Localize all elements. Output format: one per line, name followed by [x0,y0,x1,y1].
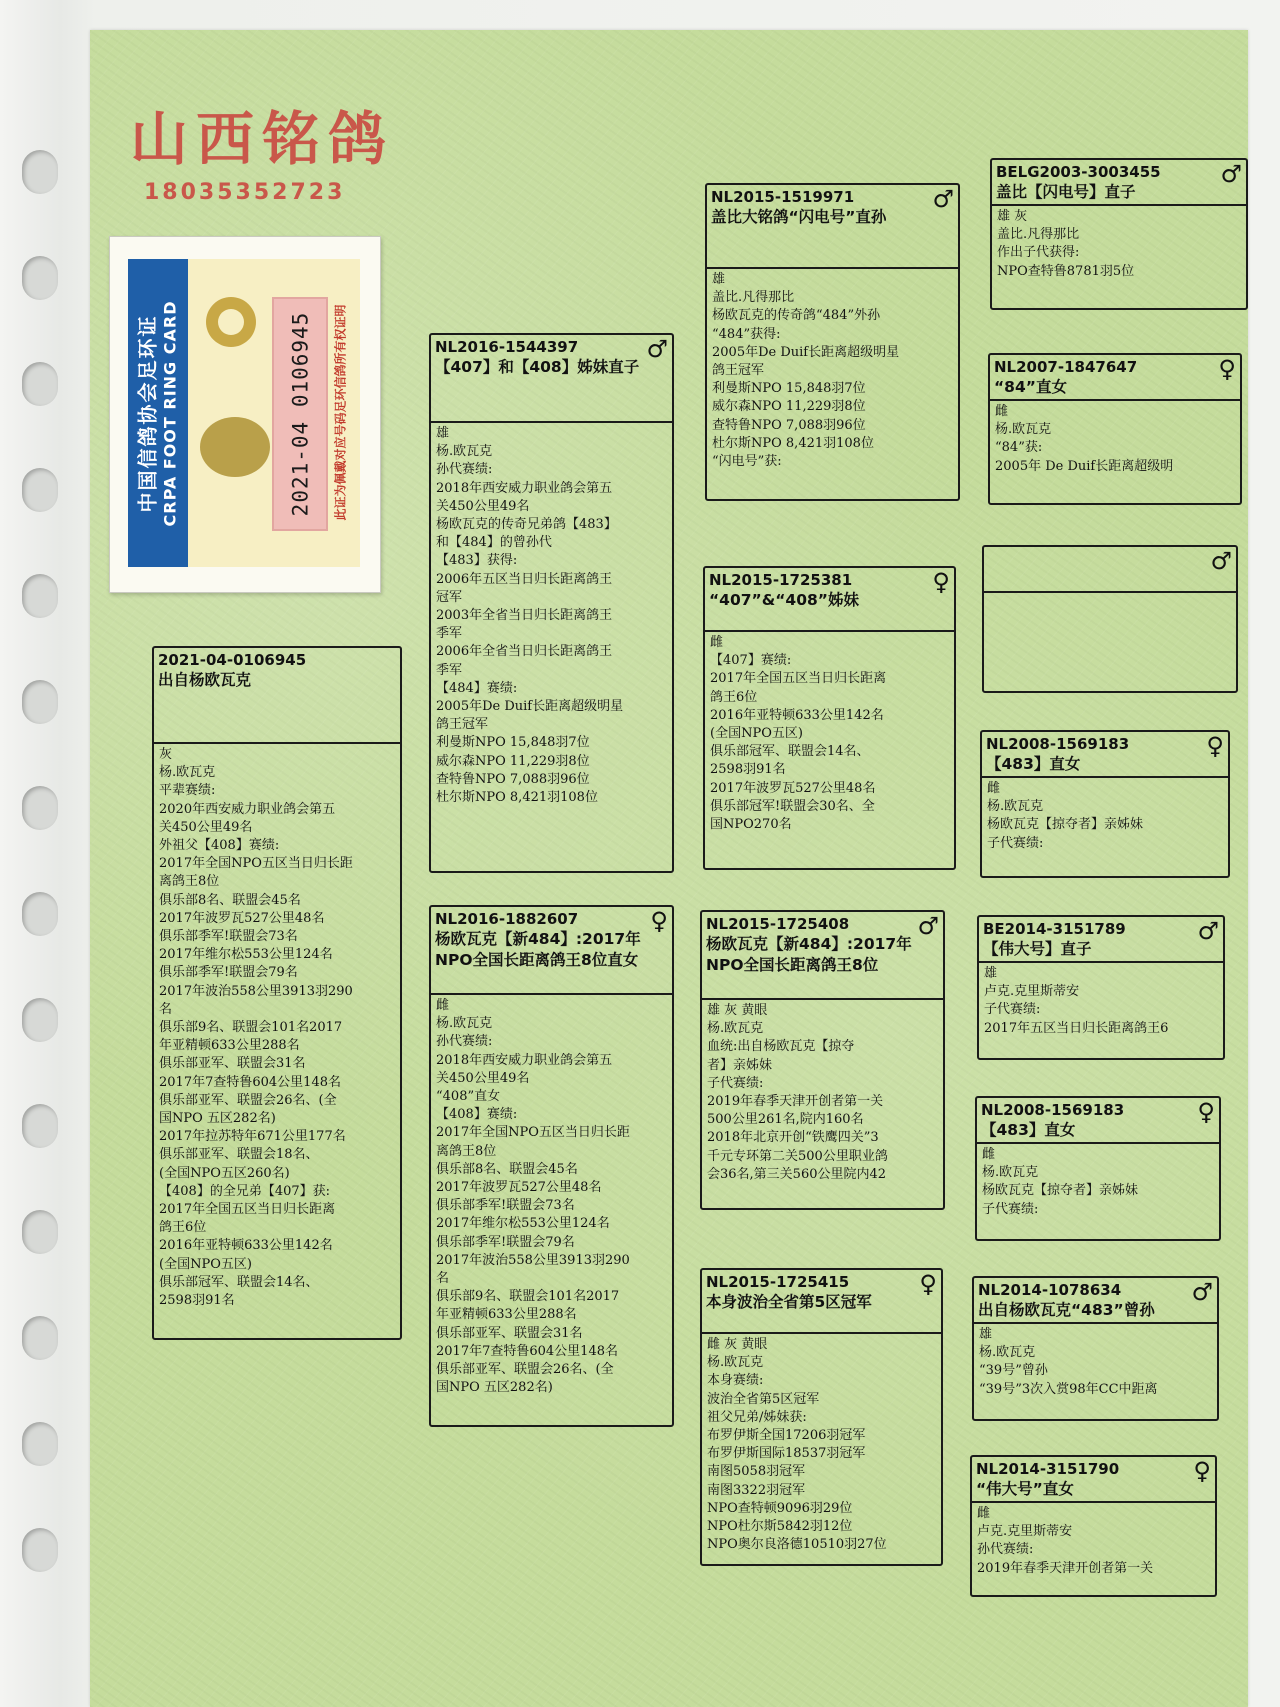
detail-line: 杨.欧瓦克 [707,1021,764,1037]
detail-line: 查特鲁NPO 7,088羽96位 [712,417,866,433]
detail-line: NPO奥尔良洛德10510羽27位 [707,1537,887,1553]
detail-line: 波治全省第5区冠军 [707,1391,820,1407]
pedigree-box-dam [429,905,674,1427]
pedigree-box-sss [990,158,1248,310]
sex-icon: ♀ [919,1270,937,1298]
detail-line: 2006年五区当日归长距离鸽王 [436,571,613,587]
detail-line: 2005年 De Duif长距离超级明 [995,458,1174,474]
detail-line: 鸽王6位 [159,1220,207,1236]
brand-name: 山西铭鸽 [130,105,395,173]
box-details [979,963,1223,1040]
detail-line: 利曼斯NPO 15,848羽7位 [712,381,866,397]
binder-holes [22,150,62,1630]
detail-line: 杜尔斯NPO 8,421羽108位 [712,435,874,451]
detail-line: 名 [159,1001,173,1017]
detail-line: 南图3322羽冠军 [707,1482,806,1498]
detail-line: 2005年De Duif长距离超级明星 [436,699,624,715]
detail-line: 关450公里49名 [436,498,530,514]
ring-number: NL2016-1544397 [435,338,579,356]
detail-line: NPO查特鲁8781羽5位 [997,263,1135,279]
box-header [702,912,943,1000]
detail-line: 2017年五区当日归长距离鸽王6 [984,1020,1169,1036]
detail-line: “闪电号”获: [712,454,782,470]
phone-number: 18035352723 [144,180,346,205]
detail-line: 南图5058羽冠军 [707,1464,806,1480]
binder-hole [22,574,58,618]
detail-line: 作出子代获得: [997,245,1080,261]
sex-icon: ♀ [1197,1098,1215,1126]
detail-line: 卢克.克里斯蒂安 [977,1524,1073,1540]
box-header [974,1278,1217,1324]
detail-line: 雌 [987,781,1001,796]
ring-number: NL2007-1847647 [994,358,1138,376]
detail-line: 2017年波罗瓦527公里48名 [710,780,876,796]
bird-title: “84”直女 [994,378,1067,396]
pedigree-box-dss [977,915,1225,1060]
detail-line: 俱乐部冠军!联盟会30名、全 [710,798,875,814]
detail-line: 子代赛绩: [982,1201,1039,1217]
sex-icon: ♂ [1210,547,1232,575]
detail-line: 【408】的全兄弟【407】获: [159,1183,331,1199]
detail-line: 杨欧瓦克的传奇鸽“484”外孙 [712,308,881,324]
detail-line: 者】亲姊妹 [707,1057,773,1073]
detail-line: 卢克.克里斯蒂安 [984,984,1080,1000]
pedigree-box-sds [982,545,1238,693]
ring-number: NL2015-1519971 [711,188,855,206]
detail-line: 俱乐部冠军、联盟会14名、 [710,744,870,760]
sex-icon: ♂ [932,185,954,213]
detail-line: 2017年维尔松553公里124名 [159,947,333,963]
detail-line: 雄 [712,272,726,287]
detail-line: 外祖父【408】赛绩: [159,838,280,854]
ring-number: NL2015-1725415 [706,1273,850,1291]
detail-line: NPO查特顿9096羽29位 [707,1500,853,1516]
bird-title: “伟大号”直女 [976,1480,1074,1498]
detail-line: 俱乐部亚军、联盟会26名、(全 [159,1092,337,1108]
sex-icon: ♂ [1220,160,1242,188]
detail-line: 本身赛绩: [707,1373,764,1389]
detail-line: 布罗伊斯国际18537羽冠军 [707,1446,866,1462]
bird-title: “407”&“408”姊妹 [709,591,859,609]
bird-title: 杨欧瓦克【新484】:2017年NPO全国长距离鸽王8位直女 [435,930,641,969]
bird-title: 盖比【闪电号】直子 [996,183,1136,201]
box-details [705,632,954,836]
globe-pigeon-icon [200,417,270,477]
bird-title: 出自杨欧瓦克 [158,671,252,689]
box-header [707,185,958,269]
detail-line: 500公里261名,院内160名 [707,1112,864,1128]
box-header [154,648,400,744]
box-header [990,355,1240,401]
bird-title: 出自杨欧瓦克“483”曾孙 [978,1301,1155,1319]
box-header [431,335,672,423]
detail-line: 俱乐部季军!联盟会73名 [436,1198,575,1214]
box-header [702,1270,941,1334]
sex-icon: ♂ [1197,917,1219,945]
detail-line: 2017年波治558公里3913羽290 [436,1252,630,1268]
sex-icon: ♂ [1191,1278,1213,1306]
ring-number: BE2014-3151789 [983,920,1126,938]
detail-line: 雌 [982,1147,996,1162]
detail-line: 俱乐部冠军、联盟会14名、 [159,1274,319,1290]
detail-line: 离鸽王8位 [159,874,220,890]
ring-card-org-cn: 中国信鸽协会足环证 [135,314,160,513]
sex-icon: ♀ [1193,1457,1211,1485]
pedigree-box-dam-dam [700,1268,943,1566]
ring-card-note: 此证为佩戴对应号码足环信鸽所有权证明 [333,303,348,521]
ring-number: NL2014-3151790 [976,1460,1120,1478]
binder-hole [22,362,58,406]
detail-line: 【483】获得: [436,553,518,569]
bird-title: 【483】直女 [986,755,1081,773]
detail-line: 国NPO 五区282名) [159,1111,276,1127]
detail-line: 俱乐部亚军、联盟会31名 [159,1056,306,1072]
detail-line: 2016年亚特顿633公里142名 [710,707,884,723]
detail-line: 2018年西安威力职业鸽会第五 [436,480,613,496]
detail-line: “39号”3次入赏98年CC中距离 [979,1381,1158,1397]
sex-icon: ♀ [932,568,950,596]
detail-line: NPO杜尔斯5842羽12位 [707,1519,853,1535]
detail-line: 季军 [436,662,463,678]
ring-card-title-band [128,259,188,567]
bird-title: 【483】直女 [981,1121,1076,1139]
detail-line: 国NPO 五区282名) [436,1380,553,1396]
detail-line: 俱乐部8名、联盟会45名 [159,892,301,908]
detail-line: 利曼斯NPO 15,848羽7位 [436,735,590,751]
detail-line: 威尔森NPO 11,229羽8位 [712,399,866,415]
pedigree-box-subject [152,646,402,1340]
box-header [992,160,1246,206]
binder-hole [22,468,58,512]
detail-line: 年亚精顿633公里288名 [436,1307,577,1323]
box-header [984,547,1236,593]
detail-line: (全国NPO五区) [710,726,803,742]
box-header [705,568,954,632]
detail-line: 杨.欧瓦克 [436,1016,493,1032]
detail-line: 年亚精顿633公里288名 [159,1038,300,1054]
detail-line: 祖父兄弟/姊妹获: [707,1409,807,1425]
detail-line: 俱乐部亚军、联盟会26名、(全 [436,1362,614,1378]
detail-line: 2598羽91名 [710,762,786,778]
detail-line: 关450公里49名 [436,1070,530,1086]
detail-line: 2017年全国五区当日归长距离 [159,1202,336,1218]
detail-line: 盖比.凡得那比 [997,227,1080,243]
detail-line: 俱乐部8名、联盟会45名 [436,1161,578,1177]
detail-line: 2017年7查特鲁604公里148名 [436,1343,618,1359]
detail-line: 俱乐部亚军、联盟会31名 [436,1325,583,1341]
detail-line: 2006年全省当日归长距离鸽王 [436,644,613,660]
detail-line: 平辈赛绩: [159,783,216,799]
detail-line: 千元专环第二关500公里职业鸽 [707,1148,888,1164]
detail-line: 2017年全国NPO五区当日归长距 [159,856,353,872]
detail-line: 名 [436,1271,450,1287]
box-details [982,778,1228,855]
bird-title: 【407】和【408】姊妹直子 [435,358,640,376]
detail-line: 2005年De Duif长距离超级明星 [712,344,900,360]
detail-line: 雄 灰 [997,209,1028,224]
detail-line: 【407】赛绩: [710,653,792,669]
detail-line: 杨.欧瓦克 [159,765,216,781]
ring-number: NL2015-1725408 [706,915,850,933]
detail-line: 2598羽91名 [159,1293,235,1309]
crpa-logo-icon [206,297,256,347]
binder-hole [22,1422,58,1466]
sex-icon: ♀ [1206,732,1224,760]
sex-icon: ♂ [646,335,668,363]
ring-card [109,236,381,593]
box-details [972,1503,1215,1580]
pedigree-box-ddd [970,1455,1217,1597]
box-details [702,1000,943,1186]
box-details [707,269,958,473]
detail-line: 杜尔斯NPO 8,421羽108位 [436,790,598,806]
detail-line: 季军 [436,626,463,642]
detail-line: 杨.欧瓦克 [995,422,1052,438]
detail-line: 【408】赛绩: [436,1107,518,1123]
detail-line: 离鸽王8位 [436,1143,497,1159]
binder-hole [22,1210,58,1254]
binder-hole [22,1528,58,1572]
detail-line: 冠军 [436,589,463,605]
detail-line: 查特鲁NPO 7,088羽96位 [436,771,590,787]
detail-line: 国NPO270名 [710,817,792,833]
ring-number: NL2008-1569183 [986,735,1130,753]
ring-number: NL2008-1569183 [981,1101,1125,1119]
detail-line: 血统:出自杨欧瓦克【掠夺 [707,1039,855,1055]
bird-title: 杨欧瓦克【新484】:2017年NPO全国长距离鸽王8位 [706,935,912,974]
ring-number: NL2016-1882607 [435,910,579,928]
detail-line: 2017年波罗瓦527公里48名 [436,1180,602,1196]
detail-line: 2017年全国五区当日归长距离 [710,671,887,687]
pedigree-box-dsd [975,1096,1221,1241]
detail-line: 杨欧瓦克的传奇兄弟鸽【483】 [436,517,617,533]
detail-line: 俱乐部亚军、联盟会18名、 [159,1147,319,1163]
binder-hole [22,998,58,1042]
detail-line: “84”获: [995,440,1043,456]
binder-hole [22,680,58,724]
pedigree-box-dam-sire [700,910,945,1210]
detail-line: 俱乐部9名、联盟会101名2017 [436,1289,620,1305]
binder-hole [22,150,58,194]
detail-line: 俱乐部季军!联盟会79名 [159,965,298,981]
detail-line: 2016年亚特顿633公里142名 [159,1238,333,1254]
sex-icon: ♀ [650,907,668,935]
detail-line: 2017年7查特鲁604公里148名 [159,1074,341,1090]
pedigree-box-sdd [980,730,1230,878]
pedigree-box-ssd [988,353,1242,505]
detail-line: 和【484】的曾孙代 [436,535,552,551]
detail-line: 雄 [984,966,998,981]
detail-line: 2003年全省当日归长距离鸽王 [436,608,613,624]
detail-line: “408”直女 [436,1089,501,1105]
detail-line: 布罗伊斯全国17206羽冠军 [707,1428,866,1444]
detail-line: 雌 [995,404,1009,419]
detail-line: 2018年西安威力职业鸽会第五 [436,1052,613,1068]
detail-line: 雌 [710,635,724,650]
sex-icon: ♂ [917,912,939,940]
box-header [977,1098,1219,1144]
bird-title: 本身波治全省第5区冠军 [706,1293,872,1311]
pedigree-box-sire-sire [705,183,960,501]
pedigree-box-sire [429,333,674,873]
detail-line: 威尔森NPO 11,229羽8位 [436,753,590,769]
detail-line: 关450公里49名 [159,819,253,835]
detail-line: 杨.欧瓦克 [982,1165,1039,1181]
ring-card-number: 2021-04 0106945 [288,311,312,517]
ring-number: NL2014-1078634 [978,1281,1122,1299]
detail-line: 雌 [977,1506,991,1521]
box-details [702,1334,941,1556]
box-header [972,1457,1215,1503]
box-details [431,423,672,809]
ring-number-panel [272,297,328,531]
ring-number: BELG2003-3003455 [996,163,1161,181]
detail-line: 雌 灰 黄眼 [707,1337,768,1352]
ring-number: NL2015-1725381 [709,571,853,589]
detail-line: 杨.欧瓦克 [707,1355,764,1371]
detail-line: 孙代赛绩: [977,1542,1034,1558]
detail-line: 杨.欧瓦克 [979,1345,1036,1361]
detail-line: (全国NPO五区) [159,1256,252,1272]
detail-line: 雄 [436,426,450,441]
box-details [984,593,1236,597]
ring-card-org-en: CRPA FOOT RING CARD [160,300,180,526]
detail-line: 俱乐部季军!联盟会73名 [159,929,298,945]
box-header [431,907,672,995]
detail-line: 子代赛绩: [707,1075,764,1091]
detail-line: 雄 [979,1327,993,1342]
binder-hole [22,1316,58,1360]
box-header [982,732,1228,778]
detail-line: 杨欧瓦克【掠夺者】亲姊妹 [982,1183,1139,1199]
bird-title: 【伟大号】直子 [983,940,1092,958]
detail-line: 雄 灰 黄眼 [707,1003,768,1018]
binder-hole [22,1104,58,1148]
detail-line: 2017年波罗瓦527公里48名 [159,910,325,926]
detail-line: 2019年春季天津开创者第一关 [707,1094,884,1110]
detail-line: 子代赛绩: [984,1002,1041,1018]
detail-line: 雌 [436,998,450,1013]
ring-card-note-panel [322,257,358,567]
box-details [992,206,1246,283]
detail-line: 孙代赛绩: [436,462,493,478]
detail-line: (全国NPO五区260名) [159,1165,290,1181]
pedigree-box-sire-dam [703,566,956,870]
detail-line: 会36名,第三关560公里院内42 [707,1166,887,1182]
detail-line: 俱乐部季军!联盟会79名 [436,1234,575,1250]
detail-line: 鸽王冠军 [712,363,765,379]
pedigree-box-dds [972,1276,1219,1421]
sex-icon: ♀ [1218,355,1236,383]
detail-line: 杨.欧瓦克 [436,444,493,460]
detail-line: 杨.欧瓦克 [987,799,1044,815]
detail-line: 孙代赛绩: [436,1034,493,1050]
detail-line: 子代赛绩: [987,835,1044,851]
box-header [979,917,1223,963]
box-details [974,1324,1217,1401]
box-details [990,401,1240,478]
detail-line: 2020年西安威力职业鸽会第五 [159,801,336,817]
ring-number: 2021-04-0106945 [158,651,307,669]
box-details [977,1144,1219,1221]
detail-line: “39号”曾孙 [979,1363,1048,1379]
bird-title: 盖比大铭鸽“闪电号”直孙 [711,208,887,226]
detail-line: 2018年北京开创“铁鹰四关”3 [707,1130,879,1146]
detail-line: 2017年维尔松553公里124名 [436,1216,610,1232]
detail-line: 2017年波治558公里3913羽290 [159,983,353,999]
detail-line: 杨欧瓦克【掠夺者】亲姊妹 [987,817,1144,833]
detail-line: “484”获得: [712,326,781,342]
box-details [431,995,672,1399]
binder-hole [22,892,58,936]
detail-line: 鸽王6位 [710,689,758,705]
box-details [154,744,400,1312]
detail-line: 2019年春季天津开创者第一关 [977,1560,1154,1576]
binder-hole [22,256,58,300]
detail-line: 鸽王冠军 [436,717,489,733]
detail-line: 2017年全国NPO五区当日归长距 [436,1125,630,1141]
detail-line: 2017年拉苏特年671公里177名 [159,1129,346,1145]
binder-hole [22,786,58,830]
detail-line: 俱乐部9名、联盟会101名2017 [159,1020,343,1036]
detail-line: 盖比.凡得那比 [712,290,795,306]
detail-line: 灰 [159,747,173,762]
detail-line: 【484】赛绩: [436,680,518,696]
